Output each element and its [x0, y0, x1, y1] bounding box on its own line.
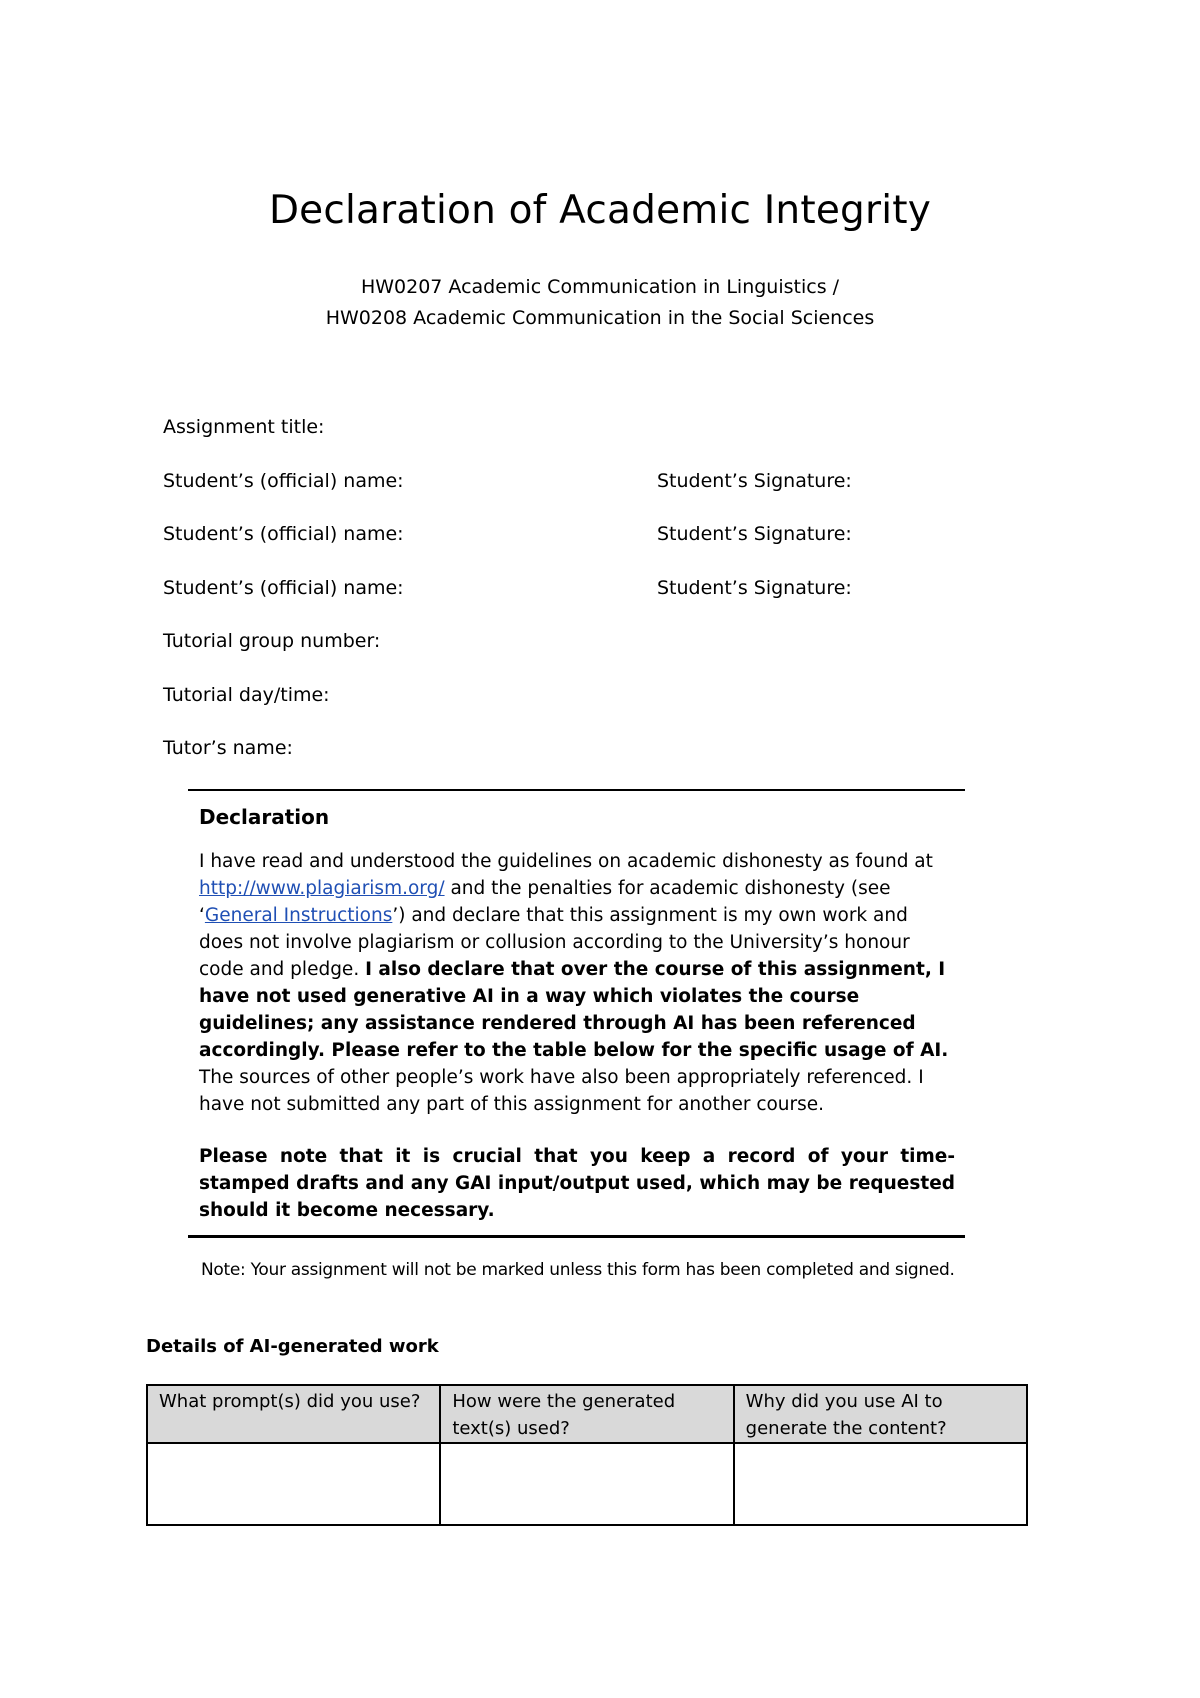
student-signature-label-2: Student’s Signature:	[657, 523, 852, 545]
declaration-after-link: ’) and declare that this assignment is my own work and does not involve plagiarism or collusion according to the University’s honour code and pledge.	[199, 905, 910, 980]
declaration-bottom-rule	[188, 1235, 965, 1238]
ai-column-prompts: What prompt(s) did you use?	[147, 1385, 440, 1443]
ai-table-row	[147, 1443, 1027, 1525]
declaration-ai-statement: I also declare that over the course of this assignment, I have not used generative AI in a way which violates the course guidelines; any assistance rendered through AI has been referenced accordingly. Please refer to the table below for the specific usage of AI.	[199, 959, 949, 1061]
student-name-label-2: Student’s (official) name:	[163, 523, 404, 545]
ai-details-heading: Details of AI-generated work	[146, 1336, 439, 1357]
ai-cell-prompts[interactable]	[147, 1443, 440, 1525]
declaration-heading: Declaration	[199, 805, 330, 829]
ai-cell-usage[interactable]	[440, 1443, 733, 1525]
course-line-1: HW0207 Academic Communication in Linguistics /	[360, 276, 840, 298]
completion-note: Note: Your assignment will not be marked unless this form has been completed and signed.	[201, 1260, 955, 1280]
tutorial-group-label: Tutorial group number:	[163, 630, 381, 652]
declaration-mid: and the penalties for academic dishonesty (see ‘	[199, 878, 891, 926]
ai-table-header-row	[147, 1385, 1027, 1443]
general-instructions-link[interactable]: General Instructions	[204, 905, 393, 926]
declaration-text	[199, 848, 955, 1118]
student-signature-label-1: Student’s Signature:	[657, 470, 852, 492]
plagiarism-link[interactable]: http://www.plagiarism.org/	[199, 878, 445, 899]
declaration-end: The sources of other people’s work have also been appropriately referenced. I have not submitted any part of this assignment for another course.	[199, 1067, 924, 1115]
student-name-label-3: Student’s (official) name:	[163, 577, 404, 599]
ai-details-table	[146, 1384, 1028, 1526]
student-name-label-1: Student’s (official) name:	[163, 470, 404, 492]
assignment-title-label: Assignment title:	[163, 416, 325, 438]
tutor-name-label: Tutor’s name:	[163, 737, 293, 759]
record-keeping-note: Please note that it is crucial that you keep a record of your time-stamped drafts and any GAI input/output used, which may be requested should it become necessary.	[199, 1146, 955, 1221]
page-title: Declaration of Academic Integrity	[268, 188, 932, 233]
declaration-intro: I have read and understood the guidelines on academic dishonesty as found at	[199, 851, 933, 872]
ai-cell-reason[interactable]	[734, 1443, 1027, 1525]
tutorial-day-label: Tutorial day/time:	[163, 684, 330, 706]
ai-column-reason: Why did you use AI to generate the content?	[734, 1385, 1027, 1443]
course-line-2: HW0208 Academic Communication in the Social Sciences	[325, 307, 875, 329]
ai-column-usage: How were the generated text(s) used?	[440, 1385, 733, 1443]
student-signature-label-3: Student’s Signature:	[657, 577, 852, 599]
declaration-top-rule	[188, 789, 965, 791]
